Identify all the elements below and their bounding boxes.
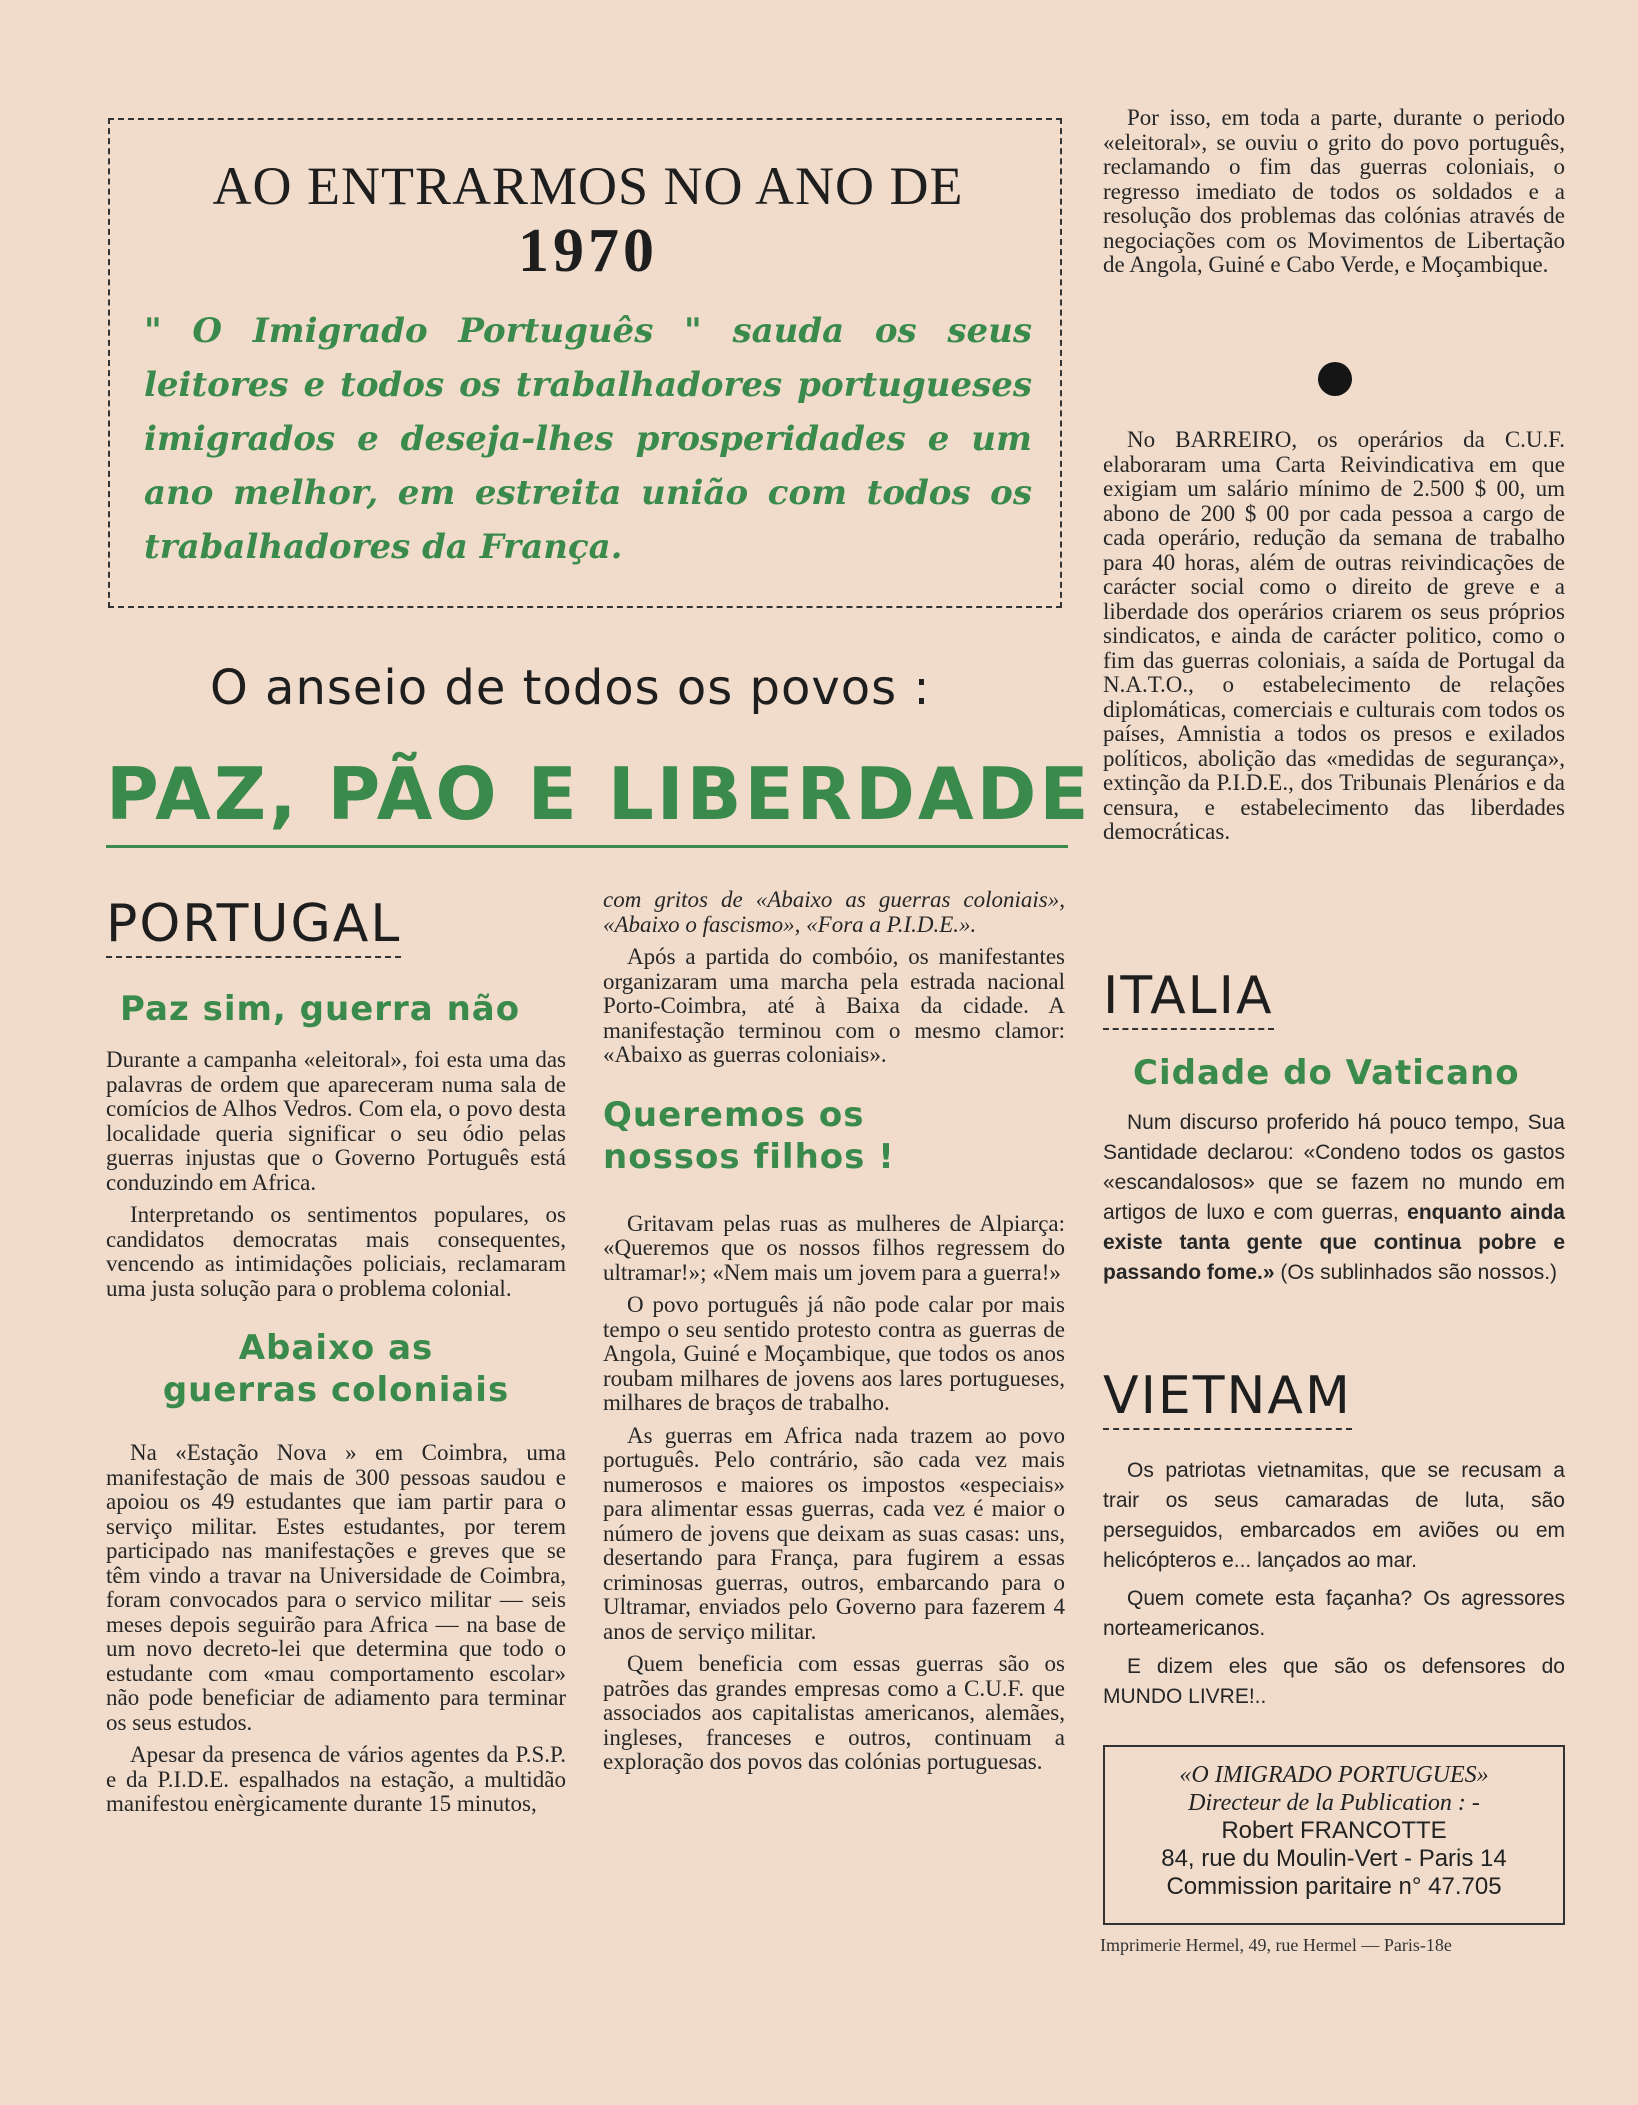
column-2: [603, 888, 1065, 1783]
paragraph: Por isso, em toda a parte, durante o periodo «eleitoral», se ouviu o grito do povo português, reclamando o fim das guerras coloniais, o regresso imediato de todos os soldados e a resolução dos problemas das colónias através de negociações com os Movimentos de Libertação de Angola, Guiné e Cabo Verde, e Moçambique.: [1103, 105, 1565, 277]
paragraph: Apesar da presenca de vários agentes da P.S.P. e da P.I.D.E. espalhados na estação, a multidão manifestou enèrgicamente durante 15 minutos,: [106, 1742, 566, 1816]
bullet-separator: [1318, 362, 1352, 396]
paragraph: Quem comete esta façanha? Os agressores norteamericanos.: [1103, 1587, 1565, 1640]
paragraph: Durante a campanha «eleitoral», foi esta uma das palavras de ordem que apareceram numa sala de comícios de Alhos Vedros. Com ela, o povo desta localidade queria significar o seu ódio pelas guerras injustas que o Governo Português está conduzindo em Africa.: [106, 1047, 566, 1195]
article-paz-sim: [106, 1048, 566, 1301]
paragraph: Interpretando os sentimentos populares, os candidatos democratas mais consequentes, vencendo as intimidações policiais, reclamaram uma justa solução para o problema colonial.: [106, 1202, 566, 1301]
subhead-queremos: [603, 1094, 1065, 1178]
article-vietnam: [1103, 1456, 1565, 1712]
imprint-address: 84, rue du Moulin-Vert - Paris 14: [1161, 1845, 1507, 1872]
vaticano-note: (Os sublinhados são nossos.): [1280, 1261, 1558, 1284]
column-3-barreiro: [1103, 428, 1565, 853]
subhead-line: nossos filhos !: [603, 1136, 895, 1177]
imprint-publication: «O IMIGRADO PORTUGUES»: [1179, 1762, 1489, 1788]
imprint-box: [1103, 1745, 1565, 1925]
paragraph: Após a partida do combóio, os manifestantes organizaram uma marcha pela estrada nacional Porto-Coimbra, até à Baixa da cidade. A manifestação terminou com o mesmo clamor: «Abaixo as guerras coloniais».: [603, 944, 1065, 1067]
vaticano-underlined: enquanto ainda existe tanta gente que continua pobre e passando fome.»: [1103, 1201, 1565, 1284]
article-continuation: [603, 888, 1065, 1068]
column-1: [106, 894, 566, 1825]
paragraph: Na «Estação Nova » em Coimbra, uma manifestação de mais de 300 pessoas saudou e apoiou os 49 estudantes que iam partir para o serviço militar. Estes estudantes, por terem participado nas manifestações e greves que se têm vindo a travar na Universidade de Coimbra, foram convocados para o servico militar — seis meses depois seguirão para Africa — na base de um novo decreto-lei que determina que todo o estudante com «mau comportamento escolar» não pode beneficiar de adiamento para terminar os seus estudos.: [106, 1440, 566, 1735]
imprint-commission: Commission paritaire n° 47.705: [1166, 1873, 1502, 1900]
subhead-line: Abaixo as: [238, 1328, 434, 1368]
section-title-italia: ITALIA: [1103, 966, 1274, 1030]
paragraph: com gritos de «Abaixo as guerras coloniais», «Abaixo o fascismo», «Fora a P.I.D.E.».: [603, 887, 1065, 937]
article-por-isso: [1103, 106, 1565, 278]
section-title-vietnam: VIETNAM: [1103, 1366, 1352, 1430]
paragraph: Gritavam pelas ruas as mulheres de Alpiarça: «Queremos que os nossos filhos regressem do ultramar!»; «Nem mais um jovem para a guerra!»: [603, 1210, 1065, 1285]
article-barreiro: [1103, 428, 1565, 845]
paragraph: As guerras em Africa nada trazem ao povo português. Pelo contrário, são cada vez mais numerosos e maiores os impostos «especiais» para alimentar essas guerras, cada vez é maior o número de jovens que deixam as suas casas: uns, desertando para França, para fugirem a essas criminosas guerras, outros, embarcando para o Ultramar, enviados pelo Governo para fazerem 4 anos de serviço militar.: [603, 1422, 1065, 1644]
article-abaixo: [106, 1441, 566, 1817]
imprint-director-name: Robert FRANCOTTE: [1221, 1817, 1447, 1844]
greeting-year: 1970: [518, 217, 658, 285]
article-queremos: [603, 1212, 1065, 1775]
subhead-line: guerras coloniais: [162, 1370, 510, 1410]
paragraph: Os patriotas vietnamitas, que se recusam a trair os seus camaradas de luta, são perseguidos, embarcados em aviões ou em helicópteros e... lançados ao mar.: [1103, 1459, 1565, 1572]
paragraph: No BARREIRO, os operários da C.U.F. elaboraram uma Carta Reivindicativa em que exigiam um salário mínimo de 2.500 $ 00, um abono de 200 $ 00 por cada pessoa a cargo de cada operário, redução da semana de trabalho para 40 horas, além de outras reivindicações de carácter social como o direito de greve e a liberdade dos operários criarem os seus próprios sindicatos, e ainda de carácter politico, como o fim das guerras coloniais, a saída de Portugal da N.A.T.O., o estabelecimento de relações diplomáticas, comerciais e culturais com todos os países, Amnistia a todos os presos e exilados políticos, abolição das «medidas de segurança», extinção da P.I.D.E., dos Tribunais Plenários e da censura, e estabelecimento das liberdades democráticas.: [1103, 427, 1565, 844]
printer-line: Imprimerie Hermel, 49, rue Hermel — Paris-18e: [1100, 1935, 1452, 1955]
subtitle: O anseio de todos os povos :: [210, 660, 931, 716]
greeting-title: AO ENTRARMOS NO ANO DE: [212, 156, 964, 216]
headline-rule: [106, 845, 1068, 848]
subhead-paz-sim: Paz sim, guerra não: [120, 989, 521, 1029]
paragraph: [1103, 1108, 1565, 1288]
section-italia: [1103, 966, 1565, 1296]
paragraph: O povo português já não pode calar por mais tempo o seu sentido protesto contra as guerras de Angola, Guiné e Moçambique, que todos os anos roubam milhares de jovens aos lares portugueses, milhares de braços de trabalho.: [603, 1292, 1065, 1415]
paragraph: E dizem eles que são os defensores do MUNDO LIVRE!..: [1103, 1655, 1565, 1708]
greeting-box: [108, 118, 1062, 608]
section-title-portugal: PORTUGAL: [106, 894, 401, 958]
greeting-text: " O Imigrado Português " sauda os seus leitores e todos os trabalhadores portugueses imigrados e deseja-lhes prosperidades e um ano melhor, em estreita união com todos os trabalhadores da França.: [144, 311, 1032, 567]
imprint-director-label: Directeur de la Publication : -: [1188, 1790, 1480, 1816]
article-vaticano: [1103, 1108, 1565, 1288]
section-vietnam: [1103, 1366, 1565, 1720]
subhead-line: Queremos os: [603, 1094, 865, 1135]
column-3: [1103, 106, 1565, 286]
paragraph: Quem beneficia com essas guerras são os patrões das grandes empresas como a C.U.F. que associados aos capitalistas americanos, alemães, ingleses, franceses e outros, continuam a exploração dos povos das colónias portuguesas.: [603, 1651, 1065, 1774]
subhead-abaixo: [106, 1327, 566, 1411]
headline: PAZ, PÃO E LIBERDADE: [106, 752, 1092, 836]
vaticano-text: Num discurso proferido há pouco tempo, Sua Santidade declarou: «Condeno todos os gastos «escandalosos» que se fazem no mundo em artigos de luxo e com guerras,: [1103, 1111, 1565, 1224]
subhead-vaticano: Cidade do Vaticano: [1133, 1053, 1520, 1093]
